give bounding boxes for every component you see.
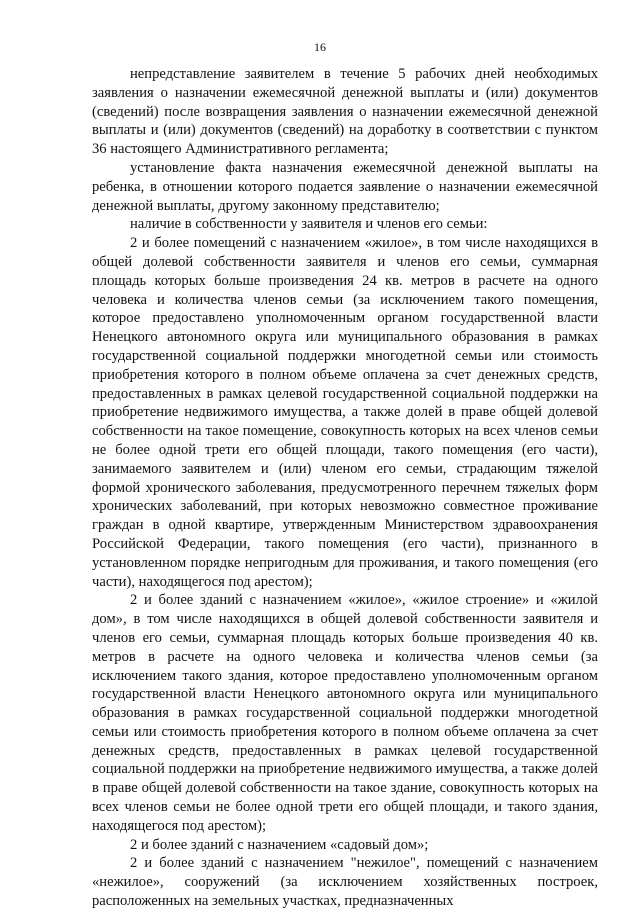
paragraph-nonsubmission: непредставление заявителем в течение 5 рабочих дней необходимых заявления о назначении ежемесячной денежной выплаты и (или) документов (сведений) после возвращения заявления о назначении ежемесячной денежной выплаты и (или) документов (сведений) на доработку в соответствии с пунктом 36 настоящего Административного регламента; bbox=[92, 66, 598, 158]
page-number: 16 bbox=[314, 40, 326, 54]
paragraph-ownership-intro: наличие в собственности у заявителя и членов его семьи: bbox=[130, 216, 488, 233]
paragraph-nonresidential: 2 и более зданий с назначением "нежилое", помещений с назначением «нежилое», сооружений (за исключением хозяйственных построек, расположенных на земельных участках, предназначенных bbox=[92, 855, 598, 910]
paragraph-residential-buildings: 2 и более зданий с назначением «жилое», «жилое строение» и «жилой дом», в том числе находящихся в общей долевой собственности заявителя и членов его семьи, суммарная площадь которых больше произведения 40 кв. метров в расчете на одного человека и количества членов семьи (за исключением такого здания, которое предоставлено уполномоченным органом государственной власти Ненецкого автономного округа или муниципального образования в рамках государственной социальной поддержки многодетной семьи или стоимость приобретения которого в полном объеме оплачена за счет денежных средств, предоставленных в рамках целевой государственной социальной поддержки на приобретение недвижимого имущества, а также долей в праве общей долевой собственности на такое здание, совокупность которых на всех членов семьи не более одной трети его общей площади, и такого здания, находящегося под арестом); bbox=[92, 592, 598, 834]
document-body bbox=[92, 65, 598, 911]
paragraph-residential-premises: 2 и более помещений с назначением «жилое», в том числе находящихся в общей долевой собственности заявителя и членов его семьи, суммарная площадь которых больше произведения 24 кв. метров в расчете на одного человека и количества членов семьи (за исключением такого помещения, которое предоставлено уполномоченным органом государственной власти Ненецкого автономного округа или муниципального образования в рамках государственной социальной поддержки многодетной семьи или стоимость приобретения которого в полном объеме оплачена за счет денежных средств, предоставленных в рамках целевой государственной социальной поддержки на приобретение недвижимого имущества, а также долей в праве общей долевой собственности на такое помещение, совокупность которых на всех членов семьи не более одной трети его общей площади, такого помещения (его части), занимаемого заявителем и (или) членом его семьи, страдающим тяжелой формой хронического заболевания, предусмотренного перечнем тяжелых форм хронических заболеваний, при которых невозможно совместное проживание граждан в одной квартире, утвержденным Министерством здравоохранения Российской Федерации, такого помещения (его части), признанного в установленном порядке непригодным для проживания, и такого помещения (его части), находящегося под арестом); bbox=[92, 235, 598, 590]
paragraph-garden-houses: 2 и более зданий с назначением «садовый дом»; bbox=[130, 836, 429, 853]
paragraph-other-representative: установление факта назначения ежемесячной денежной выплаты на ребенка, в отношении которого подается заявление о назначении ежемесячной денежной выплаты, другому законному представителю; bbox=[92, 159, 598, 214]
